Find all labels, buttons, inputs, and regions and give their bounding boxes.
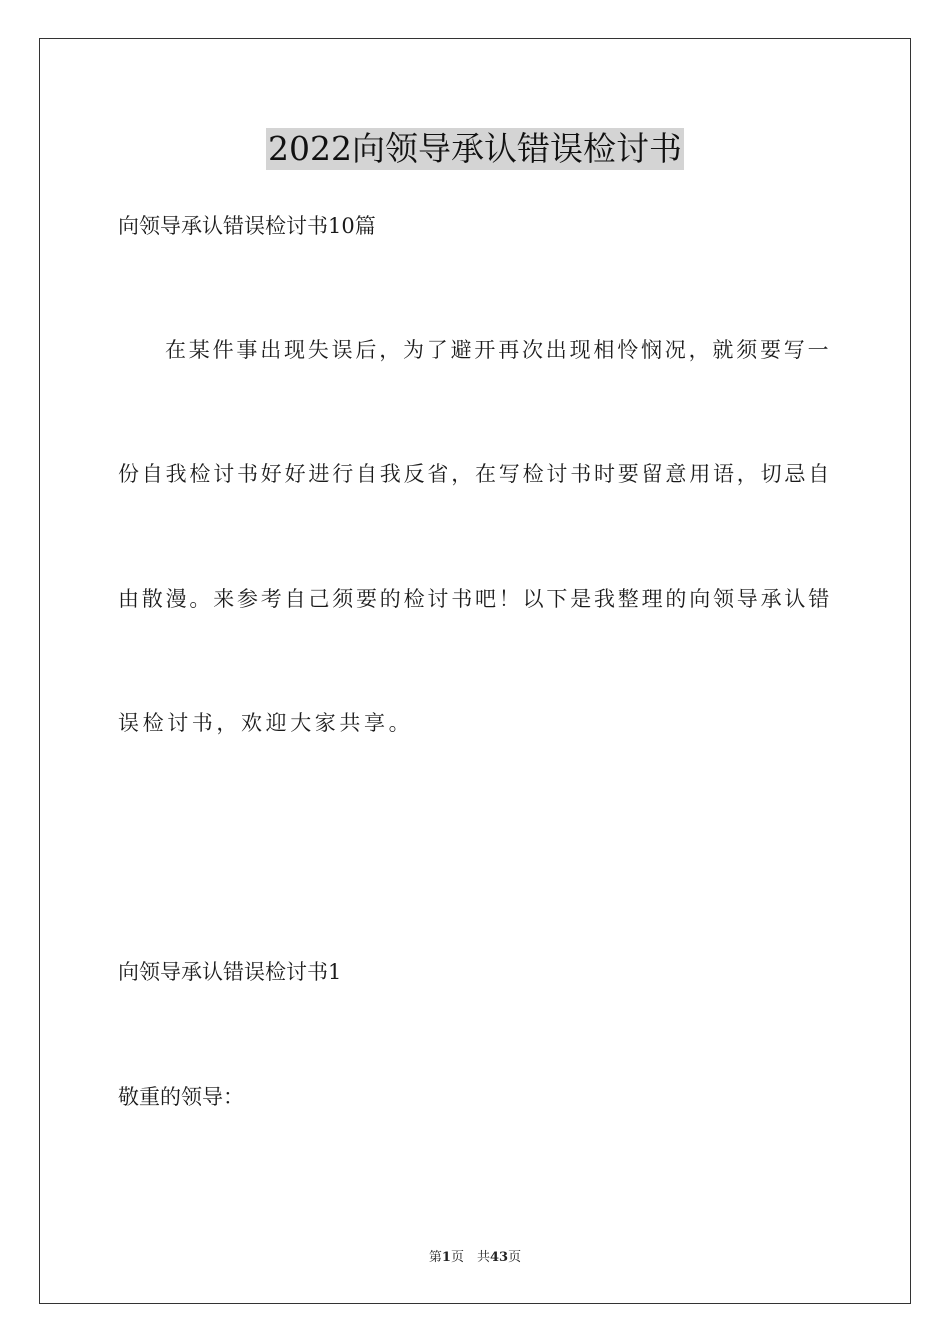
section-heading: 向领导承认错误检讨书1 bbox=[118, 960, 342, 984]
footer-total-pages: 43 bbox=[489, 1250, 509, 1265]
salutation: 敬重的领导： bbox=[118, 1085, 244, 1109]
page-footer bbox=[0, 1249, 950, 1267]
footer-current-page: 1 bbox=[441, 1250, 451, 1265]
footer-suffix: 页 bbox=[508, 1250, 522, 1265]
intro-line-1: 在某件事出现失误后，为了避开再次出现相怜悯况，就须要写一 bbox=[165, 338, 832, 362]
intro-line-3: 由散漫。来参考自己须要的检讨书吧！以下是我整理的向领导承认错 bbox=[118, 587, 832, 611]
footer-prefix: 第 bbox=[428, 1250, 442, 1265]
title-container bbox=[0, 128, 950, 170]
intro-line-2: 份自我检讨书好好进行自我反省，在写检讨书时要留意用语，切忌自 bbox=[118, 462, 832, 486]
document-title: 2022向领导承认错误检讨书 bbox=[268, 129, 682, 168]
intro-line-4: 误检讨书，欢迎大家共享。 bbox=[118, 711, 414, 735]
document-subtitle: 向领导承认错误检讨书10篇 bbox=[118, 214, 376, 238]
footer-mid: 页 共 bbox=[450, 1250, 490, 1265]
